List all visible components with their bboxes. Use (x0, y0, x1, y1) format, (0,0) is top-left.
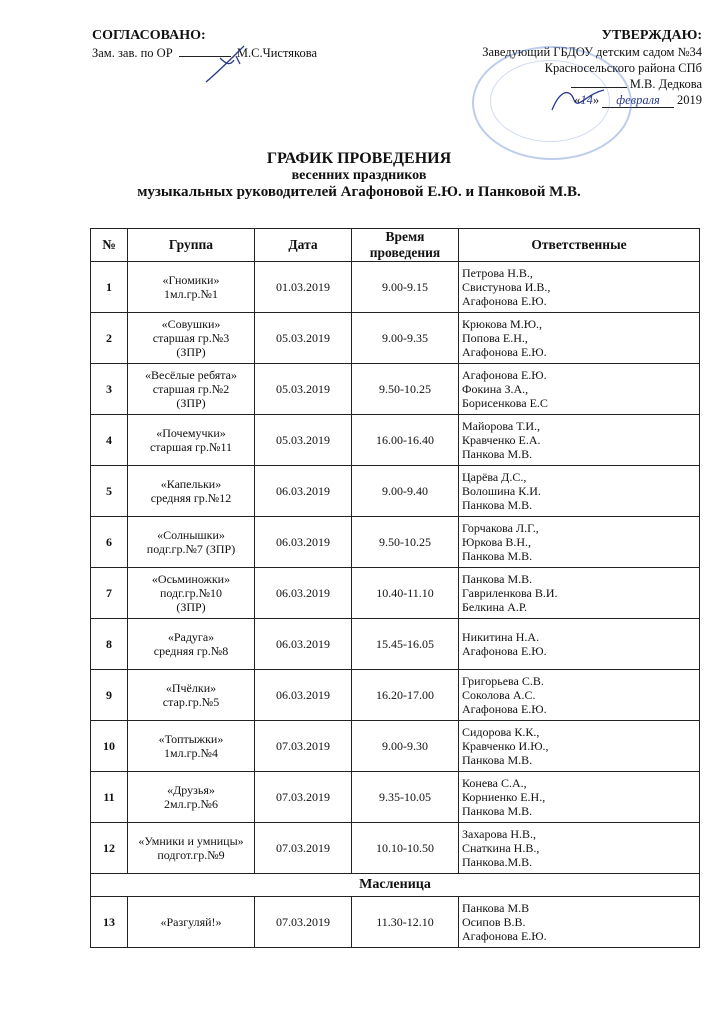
approve-position: Заведующий ГБДОУ детским садом №34 (482, 45, 702, 59)
event-date: 07.03.2019 (255, 823, 352, 874)
schedule-table (90, 228, 700, 948)
event-time: 16.00-16.40 (352, 415, 459, 466)
responsible-list: Григорьева С.В. Соколова А.С. Агафонова Е.Ю. (459, 670, 700, 721)
agreed-position: Зам. зав. по ОР (92, 46, 173, 60)
header-group: Группа (128, 229, 255, 262)
responsible-list: Майорова Т.И., Кравченко Е.А. Панкова М.В. (459, 415, 700, 466)
event-date: 07.03.2019 (255, 721, 352, 772)
group-name: «Капельки» средняя гр.№12 (128, 466, 255, 517)
row-number: 8 (91, 619, 128, 670)
responsible-list: Горчакова Л.Г., Юркова В.Н., Панкова М.В. (459, 517, 700, 568)
header-date: Дата (255, 229, 352, 262)
event-time: 9.50-10.25 (352, 364, 459, 415)
event-time: 11.30-12.10 (352, 897, 459, 948)
responsible-list: Петрова Н.В., Свистунова И.В., Агафонова Е.Ю. (459, 262, 700, 313)
table-row (91, 568, 700, 619)
group-name: «Солнышки» подг.гр.№7 (ЗПР) (128, 517, 255, 568)
section-row (91, 874, 700, 897)
table-row (91, 772, 700, 823)
row-number: 4 (91, 415, 128, 466)
responsible-list: Захарова Н.В., Снаткина Н.В., Панкова.М.В. (459, 823, 700, 874)
row-number: 10 (91, 721, 128, 772)
date-quote-close: » (592, 93, 600, 107)
table-row (91, 415, 700, 466)
handwritten-signature-left (200, 42, 260, 88)
handwritten-signature-right (548, 84, 608, 116)
title-line-1: ГРАФИК ПРОВЕДЕНИЯ (266, 150, 452, 167)
row-number: 7 (91, 568, 128, 619)
table-row (91, 364, 700, 415)
event-time: 9.00-9.40 (352, 466, 459, 517)
responsible-list: Никитина Н.А. Агафонова Е.Ю. (459, 619, 700, 670)
row-number: 13 (91, 897, 128, 948)
event-date: 06.03.2019 (255, 517, 352, 568)
group-name: «Пчёлки» стар.гр.№5 (128, 670, 255, 721)
responsible-list: Панкова М.В Осипов В.В. Агафонова Е.Ю. (459, 897, 700, 948)
table-row (91, 517, 700, 568)
event-time: 10.10-10.50 (352, 823, 459, 874)
table-row (91, 262, 700, 313)
date-day: 14 (580, 93, 593, 107)
group-name: «Умники и умницы» подгот.гр.№9 (128, 823, 255, 874)
table-row (91, 897, 700, 948)
event-date: 06.03.2019 (255, 619, 352, 670)
group-name: «Друзья» 2мл.гр.№6 (128, 772, 255, 823)
group-name: «Гномики» 1мл.гр.№1 (128, 262, 255, 313)
responsible-list: Царёва Д.С., Волошина К.И. Панкова М.В. (459, 466, 700, 517)
table-header-row (91, 229, 700, 262)
table-row (91, 721, 700, 772)
header-responsible: Ответственные (459, 229, 700, 262)
responsible-list: Сидорова К.К., Кравченко И.Ю., Панкова М.В. (459, 721, 700, 772)
table-row (91, 466, 700, 517)
table-row (91, 670, 700, 721)
event-time: 9.00-9.15 (352, 262, 459, 313)
date-month: февраля (602, 93, 674, 108)
group-name: «Осьминожки» подг.гр.№10 (ЗПР) (128, 568, 255, 619)
event-time: 9.50-10.25 (352, 517, 459, 568)
event-time: 9.00-9.35 (352, 313, 459, 364)
table-row (91, 313, 700, 364)
event-time: 16.20-17.00 (352, 670, 459, 721)
event-time: 10.40-11.10 (352, 568, 459, 619)
event-date: 05.03.2019 (255, 415, 352, 466)
group-name: «Разгуляй!» (128, 897, 255, 948)
agreed-title: СОГЛАСОВАНО: (92, 28, 206, 43)
document-title (0, 150, 718, 201)
responsible-list: Панкова М.В. Гавриленкова В.И. Белкина А.Р. (459, 568, 700, 619)
approve-district: Красносельского района СПб (544, 61, 702, 75)
responsible-list: Агафонова Е.Ю. Фокина З.А., Борисенкова Е.С (459, 364, 700, 415)
event-date: 06.03.2019 (255, 670, 352, 721)
event-date: 05.03.2019 (255, 313, 352, 364)
event-date: 07.03.2019 (255, 772, 352, 823)
table-body (91, 262, 700, 948)
group-name: «Радуга» средняя гр.№8 (128, 619, 255, 670)
title-line-3: музыкальных руководителей Агафоновой Е.Ю. и Панковой М.В. (137, 184, 581, 200)
group-name: «Почемучки» старшая гр.№11 (128, 415, 255, 466)
event-date: 01.03.2019 (255, 262, 352, 313)
row-number: 6 (91, 517, 128, 568)
table-row (91, 619, 700, 670)
row-number: 3 (91, 364, 128, 415)
event-date: 06.03.2019 (255, 466, 352, 517)
agreed-name: М.С.Чистякова (236, 46, 317, 60)
approve-title: УТВЕРЖДАЮ: (601, 28, 702, 43)
event-time: 9.35-10.05 (352, 772, 459, 823)
row-number: 9 (91, 670, 128, 721)
group-name: «Топтыжки» 1мл.гр.№4 (128, 721, 255, 772)
title-line-2: весенних праздников (291, 168, 427, 183)
event-date: 05.03.2019 (255, 364, 352, 415)
group-name: «Весёлые ребята» старшая гр.№2 (ЗПР) (128, 364, 255, 415)
row-number: 11 (91, 772, 128, 823)
event-date: 07.03.2019 (255, 897, 352, 948)
section-label: Масленица (91, 874, 700, 897)
row-number: 2 (91, 313, 128, 364)
group-name: «Совушки» старшая гр.№3 (ЗПР) (128, 313, 255, 364)
responsible-list: Крюкова М.Ю., Попова Е.Н., Агафонова Е.Ю. (459, 313, 700, 364)
date-year: 2019 (677, 93, 702, 107)
row-number: 5 (91, 466, 128, 517)
header-num: № (91, 229, 128, 262)
responsible-list: Конева С.А., Корниенко Е.Н., Панкова М.В. (459, 772, 700, 823)
table-row (91, 823, 700, 874)
event-time: 15.45-16.05 (352, 619, 459, 670)
row-number: 12 (91, 823, 128, 874)
approve-name: М.В. Дедкова (629, 77, 702, 91)
event-date: 06.03.2019 (255, 568, 352, 619)
date-quote-open: « (574, 93, 581, 107)
header-time: Время проведения (352, 229, 459, 262)
event-time: 9.00-9.30 (352, 721, 459, 772)
row-number: 1 (91, 262, 128, 313)
